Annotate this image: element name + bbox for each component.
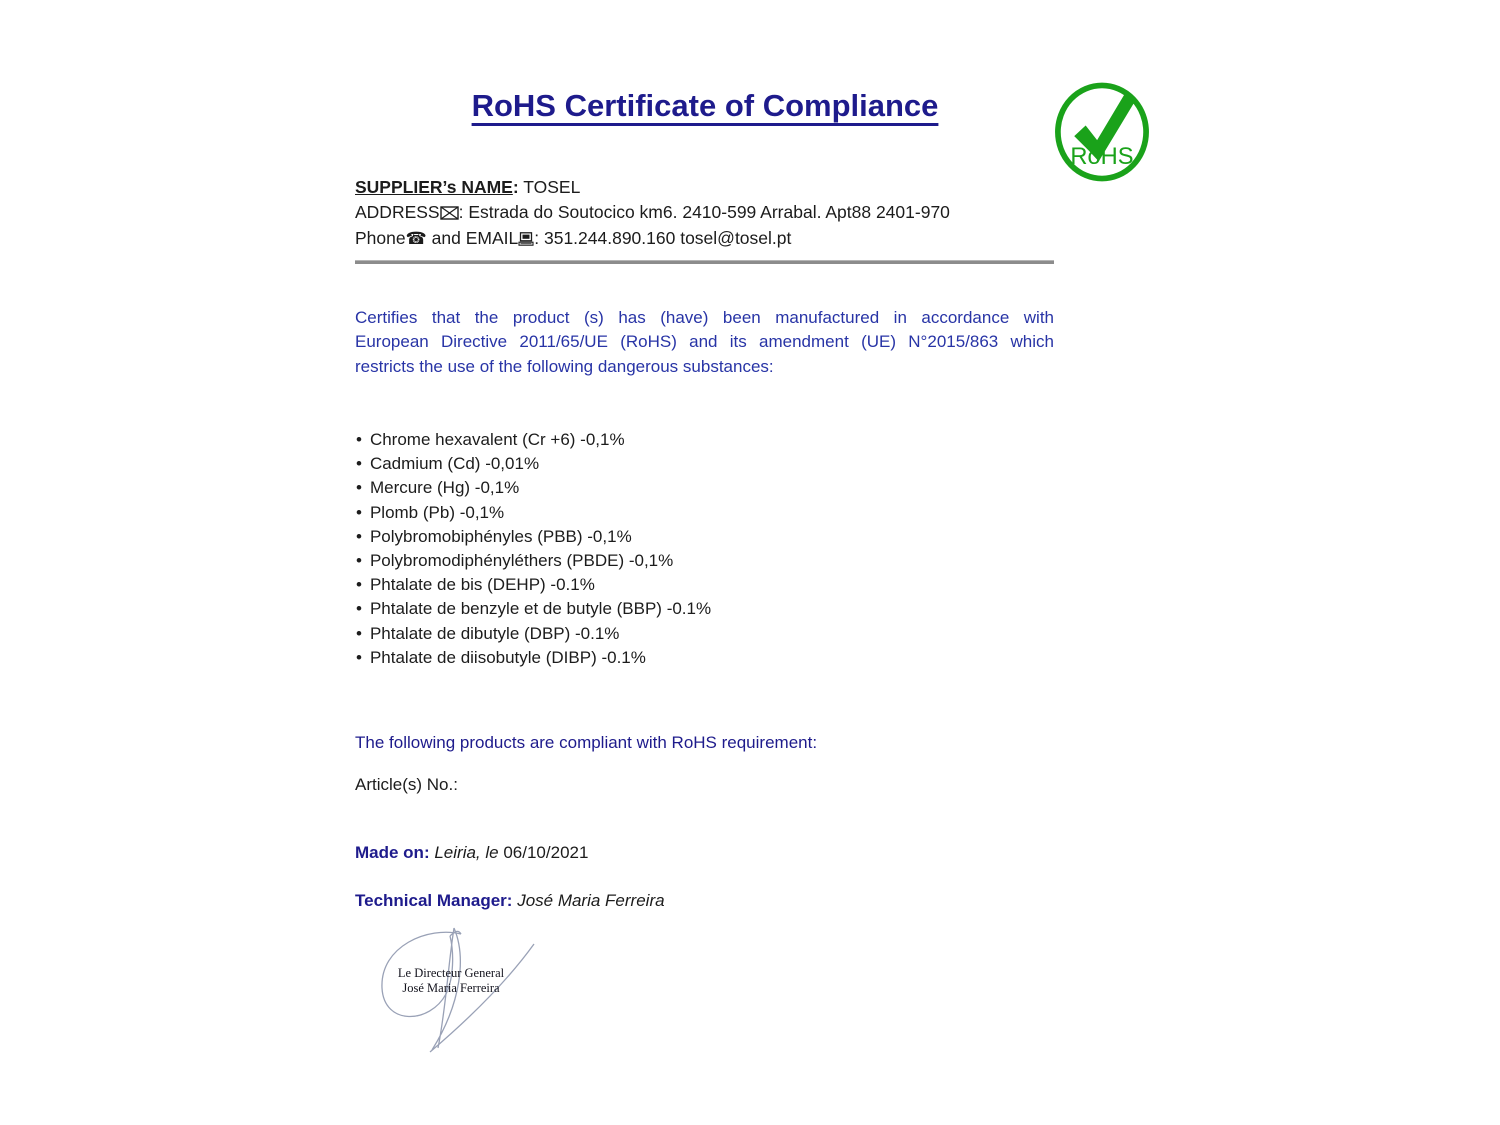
- made-on-date: 06/10/2021: [503, 843, 589, 862]
- supplier-block: [355, 175, 950, 253]
- substance-item: • Phtalate de benzyle et de butyle (BBP) -0.1%: [356, 597, 711, 621]
- substance-item: • Polybromodiphényléthers (PBDE) -0,1%: [356, 549, 711, 573]
- signature-block: [358, 922, 598, 1062]
- substance-item: • Chrome hexavalent (Cr +6) -0,1%: [356, 428, 711, 452]
- article-label: Article(s) No.:: [355, 775, 458, 794]
- rohs-checkmark-icon: [1053, 80, 1151, 184]
- rohs-logo: [1053, 80, 1151, 184]
- technical-manager-label: Technical Manager:: [355, 891, 513, 910]
- substance-item: • Phtalate de dibutyle (DBP) -0.1%: [356, 622, 711, 646]
- signature-text: [368, 966, 534, 995]
- made-on-place: Leiria, le: [434, 843, 499, 862]
- supplier-name-colon: :: [512, 177, 519, 197]
- email-label: and EMAIL: [426, 228, 519, 248]
- supplier-name-label: SUPPLIER’s NAME: [355, 177, 513, 197]
- made-on-line: [355, 843, 588, 863]
- signature-name: José Maria Ferreira: [402, 980, 500, 995]
- compliance-note: The following products are compliant with RoHS requirement:: [355, 733, 818, 752]
- rohs-logo-label: RoHS: [1070, 143, 1134, 170]
- made-on-label: Made on:: [355, 843, 430, 862]
- contact-value: : 351.244.890.160 tosel@tosel.pt: [534, 228, 792, 248]
- address-value: : Estrada do Soutocico km6. 2410-599 Arrabal. Apt88 2401-970: [458, 201, 950, 222]
- certification-line: European Directive 2011/65/UE (RoHS) and its amendment (UE) N°2015/863 which: [355, 332, 1054, 352]
- phone-label: Phone: [355, 228, 406, 248]
- substance-item: • Cadmium (Cd) -0,01%: [356, 452, 711, 476]
- supplier-contact-line: [355, 226, 950, 253]
- substance-item: • Phtalate de diisobutyle (DIBP) -0.1%: [356, 646, 711, 670]
- phone-icon: ☎: [405, 229, 427, 249]
- technical-manager-value: José Maria Ferreira: [517, 891, 665, 910]
- address-label: ADDRESS: [355, 201, 440, 222]
- substance-item: • Mercure (Hg) -0,1%: [356, 476, 711, 500]
- computer-icon: [518, 228, 534, 253]
- substances-list: [356, 428, 711, 670]
- horizontal-divider: [355, 260, 1054, 264]
- document-title: RoHS Certificate of Compliance: [471, 88, 939, 123]
- envelope-icon: [440, 202, 459, 227]
- supplier-name-value: TOSEL: [523, 177, 581, 197]
- substance-item: • Polybromobiphényles (PBB) -0,1%: [356, 525, 711, 549]
- certification-paragraph: [355, 306, 1054, 379]
- supplier-address-line: [355, 200, 950, 227]
- substance-item: • Plomb (Pb) -0,1%: [356, 501, 711, 525]
- certification-line: Certifies that the product (s) has (have) been manufactured in accordance with: [355, 308, 1054, 327]
- technical-manager-line: [355, 891, 665, 911]
- signature-title: Le Directeur General: [397, 966, 505, 980]
- substance-item: • Phtalate de bis (DEHP) -0.1%: [356, 573, 711, 597]
- supplier-name-line: [355, 175, 950, 200]
- certification-line: restricts the use of the following dangerous substances:: [355, 356, 774, 376]
